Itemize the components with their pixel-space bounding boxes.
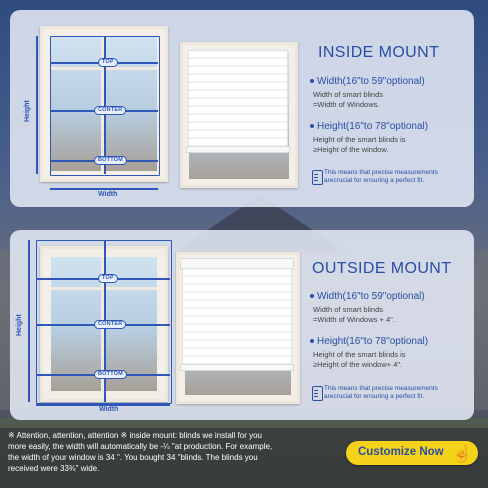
inside-mount-title: INSIDE MOUNT — [318, 44, 440, 61]
label-top: TOP — [98, 58, 118, 67]
outside-height-desc-1: Height of the smart blinds is — [313, 350, 406, 359]
outside-width-bullet — [310, 291, 425, 302]
blind-bottom-rail — [180, 364, 294, 371]
attention-note — [8, 430, 338, 474]
inside-height-desc-2: ≥Height of the window. — [313, 145, 389, 154]
measure-line-vertical — [104, 36, 106, 174]
blind-bottom-rail — [186, 146, 290, 153]
bullet-dot — [310, 339, 314, 343]
label-bottom: BOTTOM — [94, 370, 127, 379]
inside-width-desc — [313, 90, 383, 110]
outside-height-desc-2: ≥Height of the window+ 4". — [313, 360, 403, 369]
ruler-icon — [312, 386, 323, 401]
pointer-hand-icon: ☝ — [452, 446, 472, 463]
attention-line-1: ※ Attention, attention, attention ※ inside mount: blinds we install for you — [8, 431, 262, 440]
outside-mount-title: OUTSIDE MOUNT — [312, 260, 452, 277]
outside-note-2: arecrucial for ensuring a perfect fit. — [324, 393, 425, 400]
attention-line-3: the width of your window is 34 ". You bought 34 "blinds. The blinds you — [8, 453, 258, 462]
inside-height-desc-1: Height of the smart blinds is — [313, 135, 406, 144]
outside-height-bullet — [310, 336, 428, 347]
outside-height-label: Height(16"to 78"optional) — [317, 336, 429, 347]
height-label: Height — [16, 314, 23, 336]
outside-width-label: Width(16"to 59"optional) — [317, 291, 425, 302]
outside-width-desc-1: Width of smart blinds — [313, 305, 384, 314]
label-top: TOP — [98, 274, 118, 283]
height-label: Height — [24, 100, 31, 122]
outside-height-desc — [313, 350, 406, 370]
customize-now-button[interactable] — [346, 441, 478, 465]
bullet-dot — [310, 294, 314, 298]
width-dimension-line — [50, 188, 158, 190]
height-dimension-line — [28, 240, 30, 402]
inside-note — [324, 169, 438, 185]
outside-width-desc-2: =Width of Windows + 4". — [313, 315, 395, 324]
customize-now-label: Customize Now — [358, 446, 444, 458]
bullet-dot — [310, 124, 314, 128]
outside-note — [324, 385, 438, 401]
inside-note-1: This means that precise measurements — [324, 169, 438, 176]
inside-width-label: Width(16"to 59"optional) — [317, 76, 425, 87]
attention-line-2: more easily, the width will automatically be -¼ "at production. For example, — [8, 442, 273, 451]
height-dimension-line — [36, 36, 38, 174]
inside-height-desc — [313, 135, 406, 155]
label-center: CONTER — [94, 106, 126, 115]
inside-zebra-blind — [188, 50, 288, 152]
inside-width-desc-2: =Width of Windows. — [313, 100, 380, 109]
bullet-dot — [310, 79, 314, 83]
inside-note-2: arecrucial for ensuring a perfect fit. — [324, 177, 425, 184]
attention-line-4: received were 33¾" wide. — [8, 464, 100, 473]
inside-height-bullet — [310, 121, 428, 132]
outside-zebra-blind — [182, 268, 292, 370]
label-bottom: BOTTOM — [94, 156, 127, 165]
width-label: Width — [99, 406, 119, 413]
outside-width-desc — [313, 305, 395, 325]
inside-width-desc-1: Width of smart blinds — [313, 90, 384, 99]
outside-note-1: This means that precise measurements — [324, 385, 438, 392]
width-label: Width — [98, 191, 118, 198]
inside-height-label: Height(16"to 78"optional) — [317, 121, 429, 132]
label-center: CONTER — [94, 320, 126, 329]
inside-width-bullet — [310, 76, 425, 87]
ruler-icon — [312, 170, 323, 185]
